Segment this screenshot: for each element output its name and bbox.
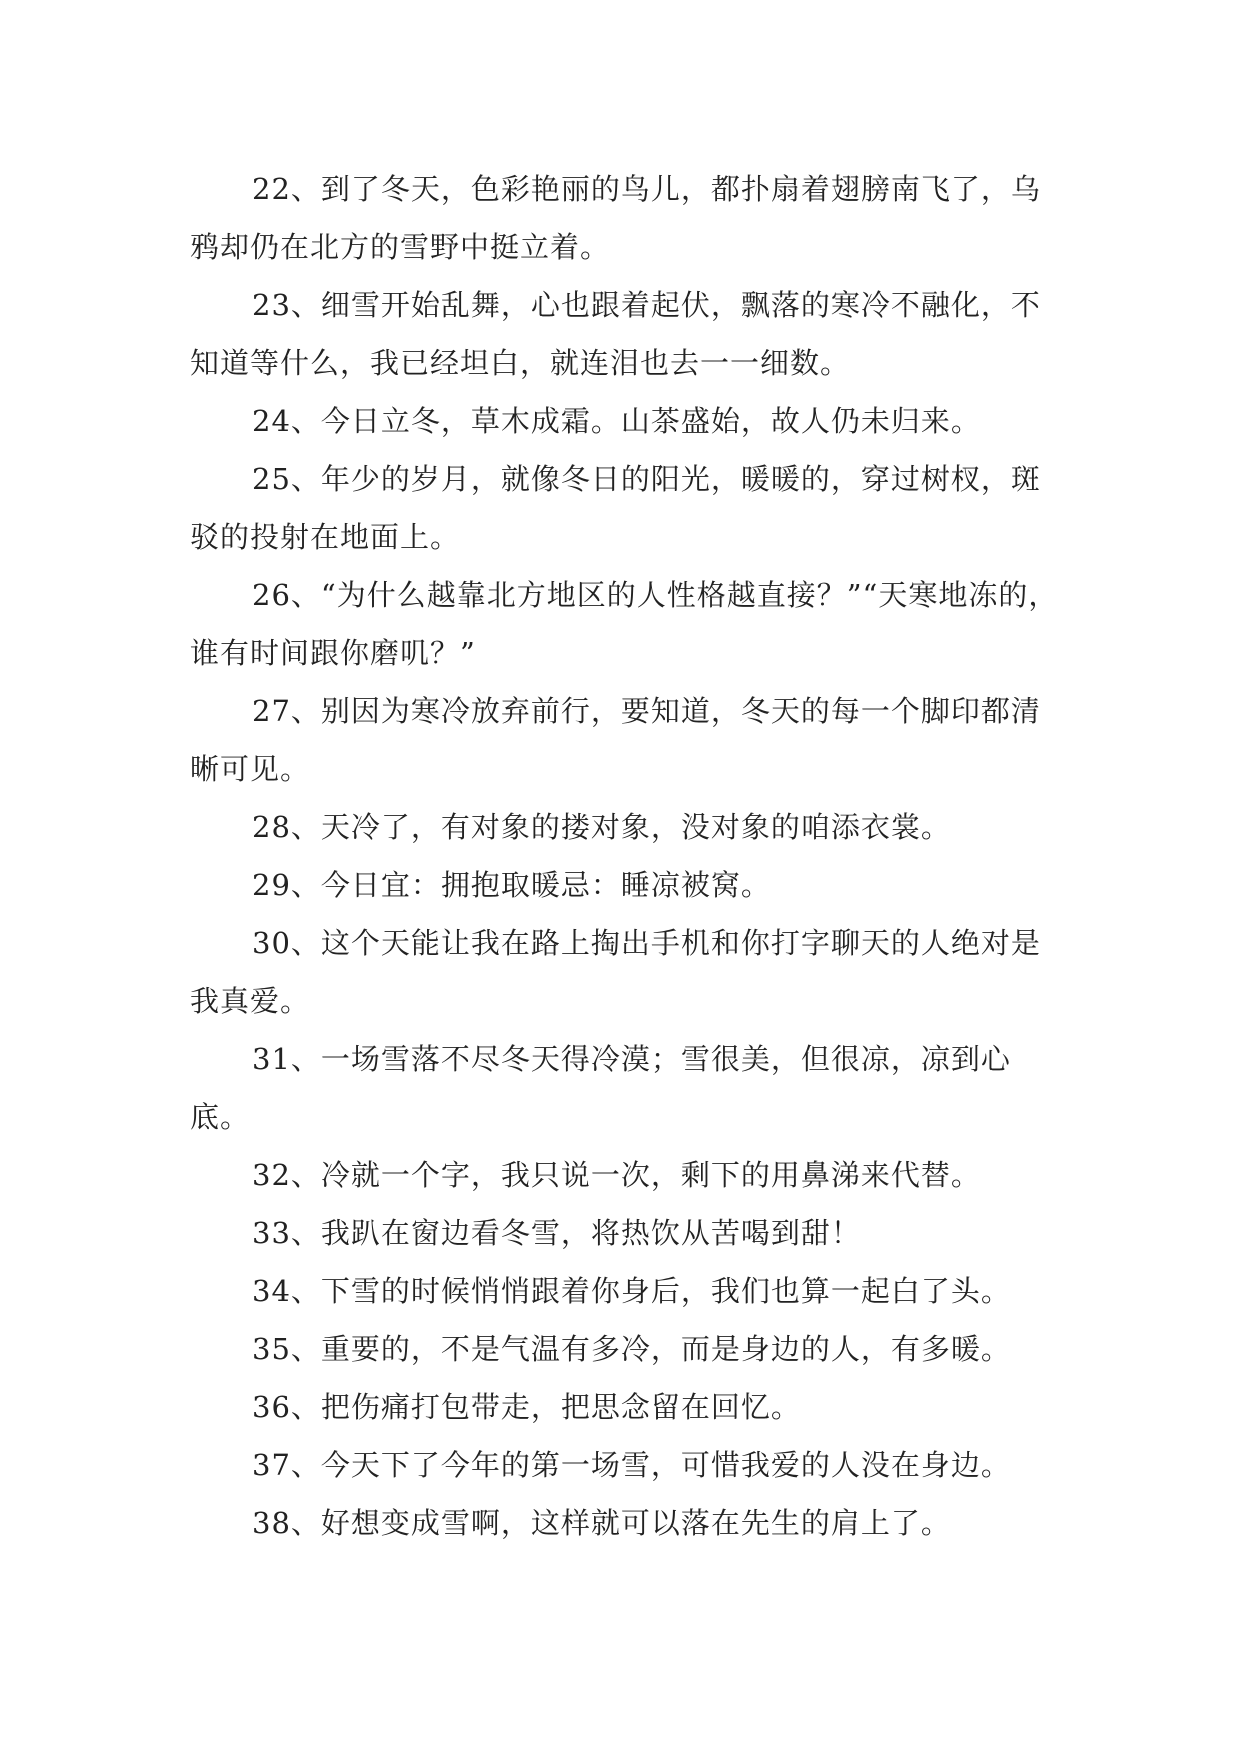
paragraph-38: 38、好想变成雪啊，这样就可以落在先生的肩上了。 <box>252 1506 951 1540</box>
paragraph-27: 27、别因为寒冷放弃前行，要知道，冬天的每一个脚印都清晰可见。 <box>190 694 1041 786</box>
paragraph-23: 23、细雪开始乱舞，心也跟着起伏，飘落的寒冷不融化，不知道等什么，我已经坦白，就连泪也去一一细数。 <box>190 288 1041 380</box>
paragraph-34: 34、下雪的时候悄悄跟着你身后，我们也算一起白了头。 <box>252 1274 1011 1308</box>
paragraph-22: 22、到了冬天，色彩艳丽的鸟儿，都扑扇着翅膀南飞了，乌鸦却仍在北方的雪野中挺立着。 <box>190 172 1041 264</box>
paragraph-28: 28、天冷了，有对象的搂对象，没对象的咱添衣裳。 <box>252 810 951 844</box>
paragraph-29: 29、今日宜：拥抱取暖忌：睡凉被窝。 <box>252 868 771 902</box>
paragraph-33: 33、我趴在窗边看冬雪，将热饮从苦喝到甜！ <box>252 1216 861 1250</box>
paragraph-37: 37、今天下了今年的第一场雪，可惜我爱的人没在身边。 <box>252 1448 1011 1482</box>
paragraph-35: 35、重要的，不是气温有多冷，而是身边的人，有多暖。 <box>252 1332 1011 1366</box>
paragraph-36: 36、把伤痛打包带走，把思念留在回忆。 <box>252 1390 801 1424</box>
paragraph-25: 25、年少的岁月，就像冬日的阳光，暖暖的，穿过树杈，斑驳的投射在地面上。 <box>190 462 1041 554</box>
document-body <box>190 160 1060 1552</box>
paragraph-32: 32、冷就一个字，我只说一次，剩下的用鼻涕来代替。 <box>252 1158 981 1192</box>
paragraph-31: 31、一场雪落不尽冬天得冷漠；雪很美，但很凉，凉到心底。 <box>190 1042 1011 1134</box>
paragraph-30: 30、这个天能让我在路上掏出手机和你打字聊天的人绝对是我真爱。 <box>190 926 1041 1018</box>
paragraph-26: 26、“为什么越靠北方地区的人性格越直接？”“天寒地冻的，谁有时间跟你磨叽？” <box>190 578 1059 670</box>
paragraph-24: 24、今日立冬，草木成霜。山茶盛始，故人仍未归来。 <box>252 404 981 438</box>
